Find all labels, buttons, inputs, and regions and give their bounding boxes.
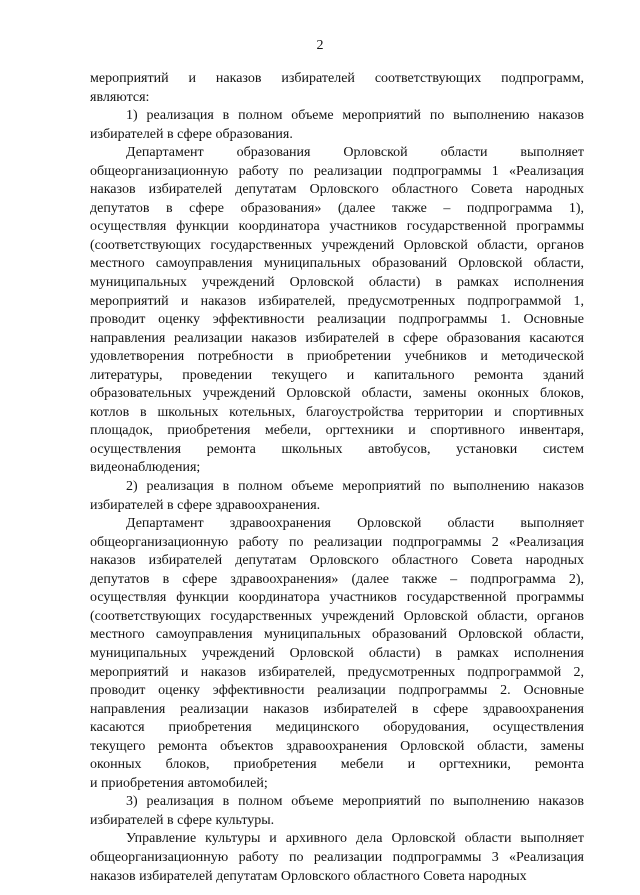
paragraph	[90, 144, 584, 478]
text-line: литературы, проведении текущего и капитального ремонта зданий	[90, 367, 584, 383]
text-line: удовлетворения потребности в приобретении учебников и методической	[90, 349, 584, 365]
text-line: и приобретения автомобилей;	[90, 775, 268, 791]
text-line: Управление культуры и архивного дела Орловской области выполняет	[126, 831, 584, 847]
text-line: осуществляя функции координатора участников государственной программы	[90, 219, 584, 235]
text-line: депутатов в сфере здравоохранения» (далее также – подпрограмма 2),	[90, 571, 584, 587]
text-line: наказов избирателей депутатам Орловского областного Совета народных	[90, 868, 527, 884]
text-line: общеорганизационную работу по реализации подпрограммы 2 «Реализация	[90, 534, 584, 550]
text-line: 2) реализация в полном объеме мероприятий по выполнению наказов	[126, 479, 584, 495]
text-line: осуществляя функции координатора участников государственной программы	[90, 590, 584, 606]
text-line: муниципальных учреждений Орловской области) в рамках исполнения	[90, 645, 584, 661]
text-line: проводит оценку эффективности реализации подпрограммы 1. Основные	[90, 312, 584, 328]
text-line: избирателей в сфере здравоохранения.	[90, 497, 321, 513]
text-line: Департамент образования Орловской области выполняет	[126, 145, 584, 161]
text-line: мероприятий и наказов избирателей соответствующих подпрограмм,	[90, 71, 584, 86]
paragraph	[90, 70, 584, 107]
paragraph	[90, 793, 584, 830]
text-line: направления реализации наказов избирателей в сфере образования касаются	[90, 330, 584, 346]
text-line: образовательных учреждений Орловской области, замены оконных блоков,	[90, 386, 584, 402]
text-line: наказов избирателей депутатам Орловского областного Совета народных	[90, 553, 584, 569]
text-line: избирателей в сфере образования.	[90, 126, 293, 142]
text-line: общеорганизационную работу по реализации подпрограммы 1 «Реализация	[90, 163, 584, 179]
text-line: (соответствующих государственных учреждений Орловской области, органов	[90, 237, 584, 253]
document-body	[90, 70, 584, 886]
paragraph	[90, 107, 584, 144]
text-line: мероприятий и наказов избирателей, предусмотренных подпрограммой 2,	[90, 664, 584, 680]
text-line: общеорганизационную работу по реализации подпрограммы 3 «Реализация	[90, 849, 584, 865]
text-line: Департамент здравоохранения Орловской области выполняет	[126, 516, 584, 532]
text-line: 3) реализация в полном объеме мероприятий по выполнению наказов	[126, 794, 584, 810]
text-line: депутатов в сфере образования» (далее также – подпрограмма 1),	[90, 200, 584, 216]
paragraph	[90, 515, 584, 793]
text-line: наказов избирателей депутатам Орловского областного Совета народных	[90, 182, 584, 198]
text-line: местного самоуправления муниципальных образований Орловской области,	[90, 627, 584, 643]
text-line: муниципальных учреждений Орловской области) в рамках исполнения	[90, 275, 584, 291]
text-line: оконных блоков, приобретения мебели и оргтехники, ремонта	[90, 757, 584, 773]
text-line: являются:	[90, 89, 150, 105]
text-line: осуществления ремонта школьных автобусов, установки систем	[90, 441, 584, 457]
text-line: избирателей в сфере культуры.	[90, 812, 275, 828]
text-line: местного самоуправления муниципальных образований Орловской области,	[90, 256, 584, 272]
text-line: котлов в школьных котельных, благоустройства территории и спортивных	[90, 404, 584, 420]
text-line: (соответствующих государственных учреждений Орловской области, органов	[90, 608, 584, 624]
text-line: проводит оценку эффективности реализации подпрограммы 2. Основные	[90, 683, 584, 699]
text-line: направления реализации наказов избирателей в сфере здравоохранения	[90, 701, 584, 717]
text-line: касаются приобретения медицинского оборудования, осуществления	[90, 720, 584, 736]
paragraph	[90, 830, 584, 886]
paragraph	[90, 478, 584, 515]
text-line: видеонаблюдения;	[90, 460, 201, 476]
text-line: мероприятий и наказов избирателей, предусмотренных подпрограммой 1,	[90, 293, 584, 309]
text-line: текущего ремонта объектов здравоохранения Орловской области, замены	[90, 738, 584, 754]
text-line: 1) реализация в полном объеме мероприятий по выполнению наказов	[126, 108, 584, 124]
page-number: 2	[316, 38, 324, 53]
text-line: площадок, приобретения мебели, оргтехники и спортивного инвентаря,	[90, 423, 584, 439]
